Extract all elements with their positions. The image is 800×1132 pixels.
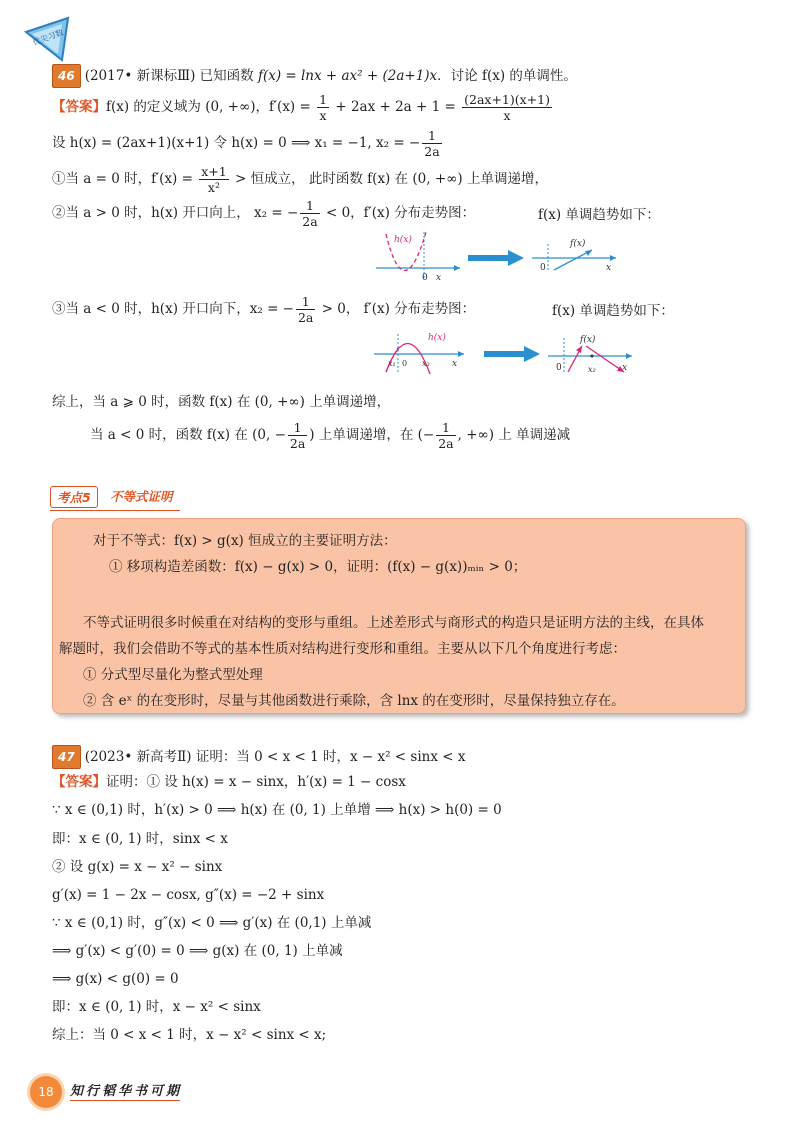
p47-line-9: 即：x ∈ (0, 1) 时，x − x² < sinx bbox=[52, 999, 261, 1015]
p47-line-6: ∵ x ∈ (0,1) 时，g″(x) < 0 ⟹ g′(x) 在 (0,1) 上单减 bbox=[52, 915, 372, 931]
logo bbox=[22, 14, 74, 66]
fig4-x2-label: x₂ bbox=[588, 365, 596, 374]
answer-label: 【答案】 bbox=[52, 99, 106, 115]
callout-line-3: 不等式证明很多时候重在对结构的变形与重组。上述差形式与商形式的构造只是证明方法的主线，在具体 bbox=[83, 615, 704, 631]
p46-answer-line-1: 【答案】f(x) 的定义域为 (0, +∞)，f′(x) = $\frac{1}{x}$ + 2ax + 2a + 1 = $\frac{(2ax+1)(x+1)}{x}$ bbox=[52, 92, 550, 123]
callout-line-5: ① 分式型尽量化为整式型处理 bbox=[83, 667, 263, 683]
fig1-hx-label: h(x) bbox=[394, 235, 412, 245]
fraction: $\frac{1}{2a}$ bbox=[297, 294, 314, 325]
fig3-hx-label: h(x) bbox=[428, 333, 446, 343]
fraction: $\frac{1}{x}$ bbox=[319, 92, 328, 123]
page-number: 18 bbox=[30, 1076, 62, 1108]
fig3-x1-label: x₁ bbox=[388, 359, 396, 368]
figure-hx-down bbox=[372, 328, 470, 378]
key-point-title: 不等式证明 bbox=[110, 489, 173, 504]
fig3-x-label: x bbox=[452, 359, 458, 369]
arrow-icon bbox=[484, 346, 540, 362]
problem-46-question: 46 (2017• 新课标Ⅲ) 已知函数 f(x) = lnx + ax² + (2a+1)x．讨论 f(x) 的单调性。 bbox=[52, 64, 577, 88]
figure-fx-up-down bbox=[546, 332, 638, 378]
p47-line-1: 【答案】证明：① 设 h(x) = x − sinx，h′(x) = 1 − cosx bbox=[52, 774, 406, 790]
p47-line-3: 即：x ∈ (0, 1) 时，sinx < x bbox=[52, 831, 228, 847]
p47-line-2: ∵ x ∈ (0,1) 时，h′(x) > 0 ⟹ h(x) 在 (0, 1) 上单增 ⟹ h(x) > h(0) = 0 bbox=[52, 802, 502, 818]
p47-line-7: ⟹ g′(x) < g′(0) = 0 ⟹ g(x) 在 (0, 1) 上单减 bbox=[52, 943, 343, 959]
footer-slogan: 知行韬华书可期 bbox=[70, 1084, 183, 1099]
p47-line-4: ② 设 g(x) = x − x² − sinx bbox=[52, 859, 223, 875]
fraction: $\frac{x+1}{\text{x²}}$ bbox=[201, 164, 227, 195]
arrow-icon bbox=[468, 250, 524, 266]
callout-line-6: ② 含 eˣ 的在变形时，尽量与其他函数进行乘除，含 lnx 的在变形时，尽量保持独立存在。 bbox=[83, 693, 625, 709]
fig4-fx-label: f(x) bbox=[580, 335, 596, 345]
fraction: $\frac{1}{2a}$ bbox=[424, 128, 440, 159]
fig2-fx-label: f(x) bbox=[570, 239, 586, 249]
callout-line-1: 对于不等式：f(x) > g(x) 恒成立的主要证明方法： bbox=[93, 533, 397, 549]
problem-number-46: 46 bbox=[52, 64, 81, 88]
p46-answer-line-4: ②当 a > 0 时，h(x) 开口向上， x₂ = − $\frac{1}{2a}$ < 0，f′(x) 分布走势图： bbox=[52, 198, 476, 229]
callout-line-2: ① 移项构造差函数：f(x) − g(x) > 0，证明：(f(x) − g(x))ₘᵢₙ > 0； bbox=[109, 559, 527, 575]
logo-text: 优尖习数 bbox=[31, 27, 65, 48]
p47-line-10: 综上：当 0 < x < 1 时，x − x² < sinx < x; bbox=[52, 1027, 327, 1043]
p46-answer-line-5: ③当 a < 0 时，h(x) 开口向下，x₂ = − $\frac{1}{2a}$ > 0， f′(x) 分布走势图： bbox=[52, 294, 476, 325]
p47-line-5: g′(x) = 1 − 2x − cosx, g″(x) = −2 + sinx bbox=[52, 887, 325, 903]
p47-line-8: ⟹ g(x) < g(0) = 0 bbox=[52, 971, 179, 987]
figure-hx-up bbox=[374, 228, 464, 288]
fig1-zero-label: 0 bbox=[422, 273, 428, 283]
fraction: $\frac{1}{2a}$ bbox=[289, 420, 306, 451]
footer-underline bbox=[70, 1100, 180, 1101]
p46-summary-1: 综上，当 a ⩾ 0 时，函数 f(x) 在 (0, +∞) 上单调递增， bbox=[52, 394, 391, 410]
fig2-x-label: x bbox=[606, 263, 612, 273]
key-point-tag: 考点5 bbox=[50, 486, 98, 508]
fraction: $\frac{1}{2a}$ bbox=[438, 420, 454, 451]
p46-trend-label-2: f(x) 单调趋势如下： bbox=[552, 303, 674, 319]
fraction: $\frac{1}{2a}$ bbox=[302, 198, 318, 229]
method-callout-box bbox=[52, 518, 746, 714]
p46-answer-line-2: 设 h(x) = (2ax+1)(x+1) 令 h(x) = 0 ⟹ x₁ = −1, x₂ = − $\frac{1}{2a}$ bbox=[52, 128, 440, 159]
fig3-zero-label: 0 bbox=[402, 359, 408, 368]
fig2-zero-label: 0 bbox=[540, 263, 546, 273]
divider bbox=[50, 510, 180, 511]
fig3-x2-label: x₂ bbox=[422, 359, 430, 368]
problem-number-47: 47 bbox=[52, 745, 81, 769]
fig4-x-label: x bbox=[622, 363, 628, 373]
callout-line-4: 解题时，我们会借助不等式的基本性质对结构进行变形和重组。主要从以下几个角度进行考虑： bbox=[59, 641, 626, 657]
problem-47-question: 47 (2023• 新高考Ⅱ) 证明：当 0 < x < 1 时，x − x² < sinx < x bbox=[52, 745, 465, 769]
p46-trend-label-1: f(x) 单调趋势如下： bbox=[538, 207, 660, 223]
figure-fx-increasing bbox=[530, 236, 622, 276]
answer-label: 【答案】 bbox=[52, 774, 106, 790]
p46-answer-line-3: ①当 a = 0 时，f′(x) = $\frac{x+1}{\text{x²}}$ > 恒成立， 此时函数 f(x) 在 (0, +∞) 上单调递增， bbox=[52, 164, 548, 195]
p46-summary-2: 当 a < 0 时，函数 f(x) 在 (0, − $\frac{1}{2a}$ ) 上单调递增，在 (− $\frac{1}{2a}$ , +∞) 上 单调递减 bbox=[90, 420, 571, 451]
fraction: $\frac{(2ax+1)(x+1)}{x}$ bbox=[464, 92, 550, 123]
fig4-zero-label: 0 bbox=[556, 363, 562, 373]
fig1-x-label: x bbox=[436, 273, 442, 283]
